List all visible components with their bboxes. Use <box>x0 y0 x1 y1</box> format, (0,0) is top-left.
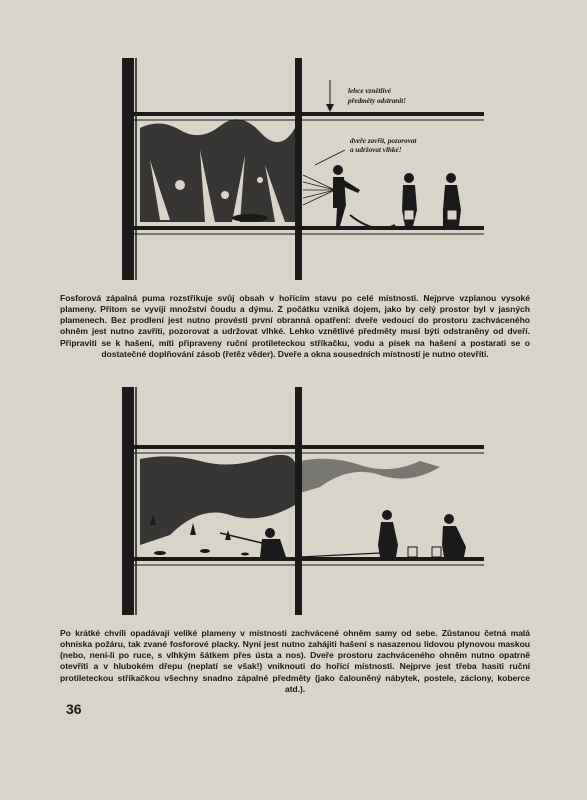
middle-wall <box>295 387 302 615</box>
left-wall <box>122 387 134 615</box>
helper-person-1 <box>378 510 417 557</box>
illustration-1-drawing <box>0 40 587 285</box>
ceiling <box>134 112 484 116</box>
illustration-2-drawing <box>0 375 587 620</box>
annotation-top-line-1: lehce vznětlivé <box>348 87 391 95</box>
middle-wall <box>295 58 302 280</box>
caption-second: Po krátké chvíli opadávají veliké plameny v místnosti zachvácené ohněm samy od sebe. Zůstanou četná malá ohniska požáru, tak zvané fosforové placky. Nyní jest nutno zahájiti hašení s nasazenou lidovou plynovou maskou (nebo, není-li po ruce, s vlhkým šátkem přes ústa a nos). Dveře prostoru zachváceného ohněm nutno opatrně otevříti a v hlubokém dřepu (neplatí se však!) vniknouti do hořící místnosti. Nejprve jest třeba hasiti ruční protileteckou stříkačkou všechny snadno zápalné předměty (jako čalouněný nábytek, postele, záclony, koberce atd.). <box>60 627 530 695</box>
water-spray <box>303 175 335 205</box>
caption-first: Fosforová zápalná puma rozstřikuje svůj obsah v hořícím stavu po celé místnosti. Nejprve vzplanou vysoké plameny. Přitom se vyvíjí množství čoudu a dýmu. Z počátku vzniká dojem, jako by celý prostor byl v jasných plamenech. Bez prodlení jest nutno provésti první obranná opatření: dveře vedoucí do prostoru zachváceného ohněm jest nutno zavříti, pozorovat a udržovat vlhké. Lehko vznětlivé předměty musí býti odstraněny od dveří. Připraviti se k hašení, míti připraveny ruční protileteckou stříkačku, vodu a písek na hašení a postarati se o dostatečné doplňování zásob (řetěz věder). Dveře a okna sousedních místností je nutno otevříti. <box>60 292 530 360</box>
left-wall <box>122 58 134 280</box>
helper-person-2 <box>443 173 461 226</box>
illustration-extinguishing-phase <box>0 375 587 620</box>
smoke-and-flames <box>140 119 295 222</box>
helper-person-2 <box>432 514 466 557</box>
illustration-phosphorus-bomb-initial <box>0 40 587 285</box>
helper-person-1 <box>402 173 417 226</box>
ceiling <box>134 445 484 449</box>
firefighter-with-hose <box>333 165 395 228</box>
annotation-door-line-2: a udržovat vlhké! <box>350 146 402 154</box>
annotation-top-line-2: předměty odstranit! <box>348 97 407 105</box>
annotation-door-line-1: dveře zavřít, pozorovat <box>350 137 417 145</box>
hose <box>300 553 380 557</box>
crouching-firefighter <box>220 528 286 557</box>
page-number: 36 <box>66 701 82 717</box>
floor <box>134 226 484 230</box>
floor <box>134 557 484 561</box>
annotation-arrow-door <box>315 150 345 165</box>
